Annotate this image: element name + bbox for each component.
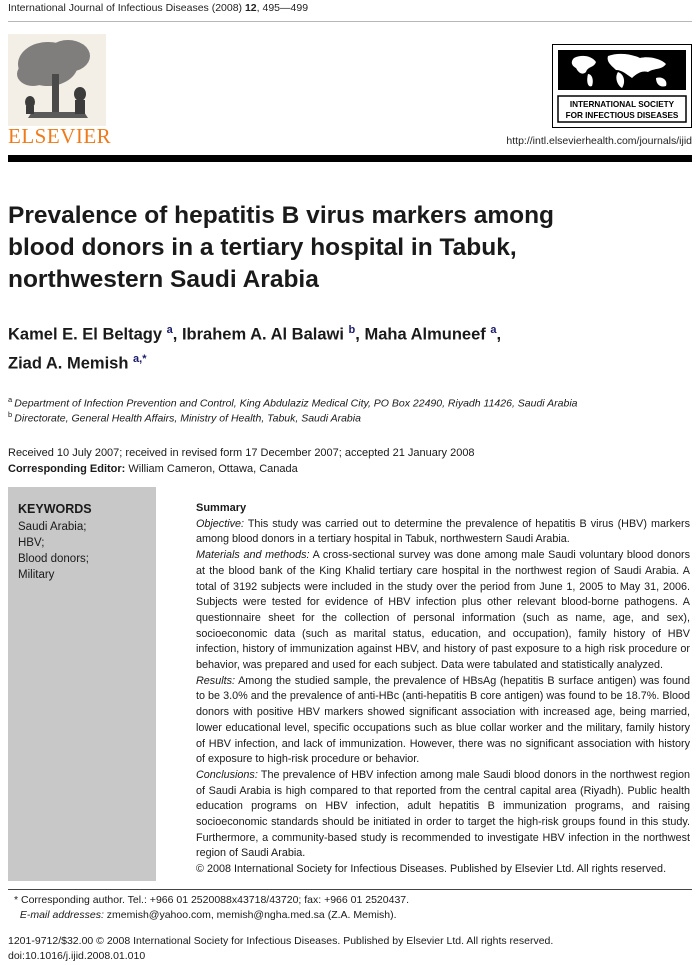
author-name: Ibrahem A. Al Balawi (181, 325, 344, 344)
keyword-item: Blood donors; (18, 553, 89, 565)
journal-volume: 12 (244, 2, 257, 14)
editor-name: William Cameron, Ottawa, Canada (125, 463, 298, 475)
keywords-heading: KEYWORDS (18, 502, 92, 516)
conclusions-paragraph (196, 768, 690, 862)
keyword-item: HBV; (18, 537, 45, 549)
title-line: blood donors in a tertiary hospital in Tabuk, (8, 234, 517, 261)
isid-logo (552, 44, 692, 128)
keyword-item: Saudi Arabia; (18, 521, 87, 533)
email-label: E-mail addresses: (19, 908, 104, 921)
affiliation-text: Directorate, General Health Affairs, Ministry of Health, Tabuk, Saudi Arabia (14, 412, 361, 425)
corresponding-footnote (14, 893, 694, 922)
article-title (8, 200, 668, 296)
author-affiliation-mark[interactable]: a (490, 324, 497, 336)
abstract-summary (196, 501, 690, 878)
objective-text: This study was carried out to determine the prevalence of hepatitis B virus (HBV) markers among blood donors in a tertiary hospital in Tabuk, northwestern Saudi Arabia. (196, 517, 690, 546)
keyword-item: Military (18, 569, 55, 581)
journal-name: International Journal of Infectious Diseases (2008) (8, 2, 245, 14)
doi-link[interactable]: 10.1016/j.ijid.2008.01.010 (24, 949, 146, 962)
copyright-line: © 2008 International Society for Infectious Diseases. Published by Elsevier Ltd. All rights reserved. (196, 863, 667, 876)
journal-pages: , 495—499 (256, 2, 309, 14)
journal-url[interactable]: http://intl.elsevierhealth.com/journals/ijid (506, 135, 692, 147)
journal-citation (8, 2, 308, 14)
methods-paragraph (196, 548, 690, 674)
email-line (14, 908, 694, 923)
elsevier-tree-logo (8, 34, 106, 126)
email-addresses[interactable]: zmemish@yahoo.com, memish@ngha.med.sa (103, 908, 325, 921)
footnote-rule (8, 889, 692, 890)
corresponding-author: * Corresponding author. Tel.: +966 01 2520088x43718/43720; fax: +966 01 2520437. (14, 894, 410, 906)
author-name: Kamel E. El Beltagy (8, 325, 163, 344)
header-thick-rule (8, 155, 692, 162)
results-text: Among the studied sample, the prevalence of HBsAg (hepatitis B surface antigen) was found to be 3.0% and the prevalence of anti-HBc (anti-hepatitis B core antigen) was found to be 18.7%. Blood donors with positive HBV markers showed significant association with increased age, being married, lower educational level, specific occupations such as blue collar worker and the military, family history of HBV infection, and lack of immunization. However, there was no significant association with history of exposure to high-risk procedure or behavior. (196, 674, 690, 766)
email-owner: (Z.A. Memish). (324, 908, 397, 921)
keywords-list (18, 519, 89, 583)
summary-heading: Summary (196, 502, 247, 514)
svg-text:FOR INFECTIOUS DISEASES: FOR INFECTIOUS DISEASES (565, 111, 679, 120)
affiliation-text: Department of Infection Prevention and Control, King Abdulaziz Medical City, PO Box 22490, Riyadh 11426, Saudi Arabia (14, 397, 578, 410)
affiliation-mark: b (8, 410, 13, 419)
doi-label: doi: (8, 949, 25, 962)
objective-label: Objective: (196, 517, 245, 530)
results-paragraph (196, 674, 690, 768)
affiliation-mark: a (8, 395, 13, 404)
author-affiliation-mark[interactable]: b (348, 324, 356, 336)
title-line: Prevalence of hepatitis B virus markers among (8, 202, 555, 229)
author-affiliation-mark[interactable]: a (166, 324, 173, 336)
page-footer (8, 934, 688, 963)
received-dates: Received 10 July 2007; received in revised form 17 December 2007; accepted 21 January 2008 (8, 447, 475, 459)
results-label: Results: (196, 674, 236, 687)
header-rule (8, 21, 692, 22)
svg-text:INTERNATIONAL SOCIETY: INTERNATIONAL SOCIETY (569, 100, 675, 109)
methods-label: Materials and methods: (196, 549, 310, 562)
article-history (8, 445, 688, 477)
conclusions-text: The prevalence of HBV infection among male Saudi blood donors in the northwest region of Saudi Arabia is high compared to that reported from the central capital area (Riyadh). Public health education programs on HBV infection, adult hepatitis B immunization programs, and raising socioeconomic standards should be initiated in order to target the high-risk groups found in this study. Furthermore, a community-based study is recommended to investigate HBV infection in the northwest region of Saudi Arabia. (196, 768, 690, 860)
issn-line: 1201-9712/$32.00 © 2008 International Society for Infectious Diseases. Published by Elsevier Ltd. All rights reserved. (8, 935, 554, 947)
elsevier-wordmark: ELSEVIER (8, 124, 112, 148)
corresponding-editor (8, 461, 688, 477)
title-line: northwestern Saudi Arabia (8, 266, 319, 293)
doi-line (8, 949, 688, 964)
methods-text: A cross-sectional survey was done among male Saudi voluntary blood donors at the blood bank of the King Khalid tertiary care hospital in the northwest region of Saudi Arabia. A total of 3192 subjects were included in the study over the period from June 1, 2005 to May 31, 2006. Subjects were tested for evidence of HBV infection plus other relevant blood-borne pathogens. A questionnaire sheet for the collection of personal information (such as name, age, and sex), socioeconomic data (such as marital status, education, and occupation), family history of HBV infection, history of immunization against HBV, and history of past exposure to a high risk procedure or behavior, was prepared and used for each subject. Data were tabulated and statistically analyzed. (196, 549, 690, 672)
author-name: Ziad A. Memish (8, 354, 129, 372)
author-affiliation-mark[interactable]: a,* (133, 352, 147, 365)
affiliation-b (8, 408, 688, 426)
author-list: Kamel E. El Beltagy $^a$, Ibrahem A. Al Balawi $^b$, Maha Almuneef $^a$, Ziad A. Memish $^{a,*}$ (8, 324, 502, 372)
conclusions-label: Conclusions: (196, 768, 258, 781)
author-name: Maha Almuneef (364, 325, 486, 344)
editor-label: Corresponding Editor: (8, 463, 126, 475)
objective-paragraph (196, 517, 690, 548)
